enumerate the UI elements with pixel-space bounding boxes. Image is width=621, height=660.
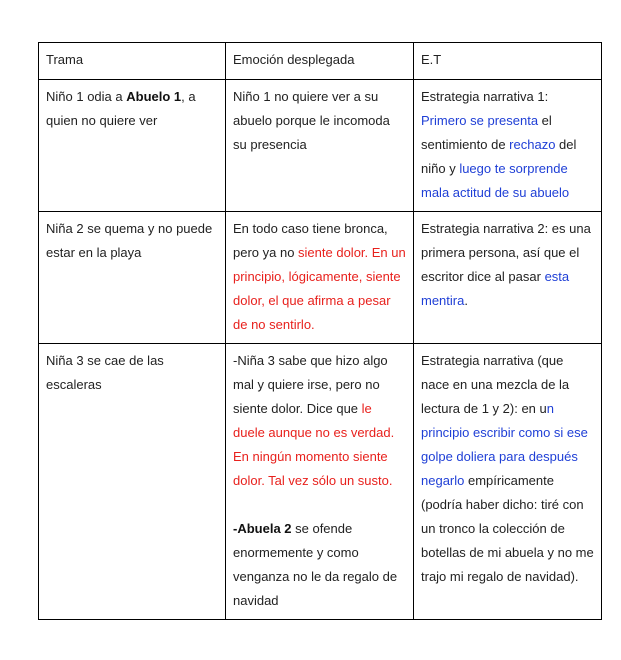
text-run: , a quien no quiere ver [46, 89, 196, 128]
cell-emocion [226, 212, 414, 344]
text-run: En todo caso tiene bronca, pero ya no [233, 221, 388, 260]
table-header-row [39, 43, 602, 80]
text-run: esta mentira [421, 269, 570, 308]
table-row [39, 344, 602, 620]
text-run: . [464, 293, 468, 308]
text-run: Estrategia narrativa (que nace en una mezcla de la lectura de 1 y 2): en u [421, 353, 570, 416]
header-emocion: Emoción desplegada [226, 43, 414, 80]
text-run: Primero se presenta [421, 113, 539, 128]
cell-et [414, 212, 602, 344]
header-trama: Trama [39, 43, 226, 80]
text-run: siente dolor. En un principio, lógicamente, siente dolor, el que afirma a pesar de no sentirlo. [233, 245, 406, 332]
table-row [39, 212, 602, 344]
text-run: Niña 2 se quema y no puede estar en la playa [46, 221, 213, 260]
cell-trama [39, 212, 226, 344]
cell-trama [39, 80, 226, 212]
cell-emocion [226, 80, 414, 212]
text-run: Niño 1 odia a [46, 89, 127, 104]
cell-et [414, 80, 602, 212]
cell-emocion [226, 344, 414, 620]
cell-trama [39, 344, 226, 620]
text-run: -Abuela 2 [233, 521, 292, 536]
text-run: -Niña 3 sabe que hizo algo mal y quiere irse, pero no siente dolor. Dice que [233, 353, 388, 416]
narrative-table [38, 42, 602, 620]
text-run: Niña 3 se cae de las escaleras [46, 353, 164, 392]
header-et: E.T [414, 43, 602, 80]
text-run: n principio escribir como si ese golpe doliera para después negarlo [421, 401, 588, 488]
cell-et [414, 344, 602, 620]
table-row [39, 80, 602, 212]
text-run: Niño 1 no quiere ver a su abuelo porque le incomoda su presencia [233, 89, 390, 152]
text-run: le duele aunque no es verdad. En ningún momento siente dolor. Tal vez sólo un susto. [233, 401, 395, 488]
text-run: Estrategia narrativa 2: es una primera persona, así que el escritor dice al pasar [421, 221, 591, 284]
text-run: se ofende enormemente y como venganza no le da regalo de navidad [233, 521, 398, 608]
text-run: del niño y [421, 137, 577, 176]
text-run: empíricamente (podría haber dicho: tiré con un tronco la colección de botellas de mi abuela y no me trajo mi regalo de navidad). [421, 473, 594, 584]
text-run: Abuelo 1 [126, 89, 182, 104]
text-run: Estrategia narrativa 1: [421, 89, 549, 104]
text-run: luego te sorprende mala actitud de su abuelo [421, 161, 570, 200]
cell-paragraph [233, 349, 407, 493]
text-run: rechazo [509, 137, 556, 152]
cell-paragraph [233, 517, 407, 613]
paragraph-gap [233, 493, 407, 517]
text-run: el sentimiento de [421, 113, 552, 152]
